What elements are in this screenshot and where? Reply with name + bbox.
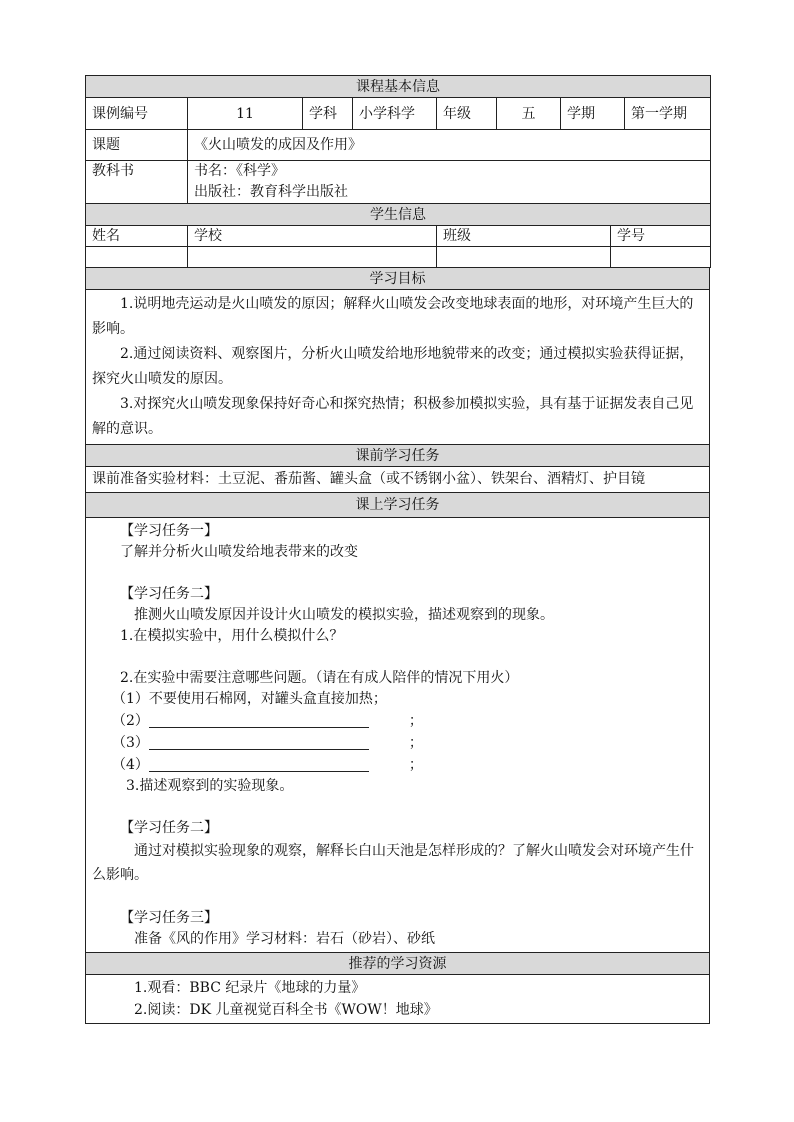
subject-value: 小学科学 bbox=[353, 98, 437, 130]
textbook-publisher: 出版社：教育科学出版社 bbox=[194, 184, 348, 200]
term-value: 第一学期 bbox=[625, 98, 711, 130]
lesson-no-label: 课例编号 bbox=[86, 98, 188, 130]
task2-item-4-row bbox=[92, 754, 703, 776]
task2-item-3-label: （3） bbox=[112, 735, 149, 751]
semicolon: ； bbox=[408, 757, 423, 773]
textbook-info bbox=[188, 161, 711, 204]
task2-question-1: 1.在模拟实验中，用什么模拟什么？ bbox=[120, 628, 344, 644]
task2-item-1: （1）不要使用石棉网，对罐头盒直接加热； bbox=[112, 691, 387, 707]
answer-blank-2[interactable] bbox=[149, 710, 369, 728]
student-info-header: 学生信息 bbox=[86, 204, 711, 226]
student-id-label: 学号 bbox=[611, 226, 711, 247]
objective-item: 3.对探究火山喷发现象保持好奇心和探究热情；积极参加模拟实验，具有基于证据发表自己见解的意识。 bbox=[92, 396, 694, 437]
answer-blank-4[interactable] bbox=[149, 754, 369, 772]
task4-title: 【学习任务三】 bbox=[120, 910, 218, 926]
task2-item-2-label: （2） bbox=[112, 713, 149, 729]
pre-class-text: 课前准备实验材料：土豆泥、番茄酱、罐头盒（或不锈钢小盆）、铁架台、酒精灯、护目镜 bbox=[86, 467, 710, 493]
objective-item: 2.通过阅读资料、观察图片，分析火山喷发给地形地貌带来的改变；通过模拟实验获得证据，探究火山喷发的原因。 bbox=[92, 346, 694, 387]
content-table bbox=[85, 267, 710, 1024]
worksheet bbox=[85, 75, 710, 1024]
subject-label: 学科 bbox=[303, 98, 353, 130]
objective-item: 1.说明地壳运动是火山喷发的原因；解释火山喷发会改变地球表面的地形，对环境产生巨大的影响。 bbox=[92, 296, 694, 337]
answer-blank-3[interactable] bbox=[149, 732, 369, 750]
objectives-list bbox=[86, 290, 710, 445]
task2-title: 【学习任务二】 bbox=[120, 586, 218, 602]
textbook-label: 教科书 bbox=[86, 161, 188, 204]
task2-text: 推测火山喷发原因并设计火山喷发的模拟实验，描述观察到的现象。 bbox=[134, 607, 554, 623]
course-table bbox=[85, 75, 711, 226]
task2-item-3-row bbox=[92, 732, 703, 754]
student-table bbox=[85, 225, 711, 268]
resource-item: 1.观看：BBC 纪录片《地球的力量》 bbox=[134, 980, 366, 996]
grade-label: 年级 bbox=[437, 98, 497, 130]
textbook-name: 书名：《科学》 bbox=[194, 163, 285, 179]
task3-title: 【学习任务二】 bbox=[120, 820, 218, 836]
course-info-header: 课程基本信息 bbox=[86, 76, 711, 98]
objectives-header: 学习目标 bbox=[86, 268, 710, 290]
task2-question-2: 2.在实验中需要注意哪些问题。（请在有成人陪伴的情况下用火） bbox=[120, 670, 519, 686]
student-id-field[interactable] bbox=[611, 247, 711, 268]
in-class-tasks bbox=[86, 518, 710, 953]
resource-item: 2.阅读：DK 儿童视觉百科全书《WOW！地球》 bbox=[134, 1002, 438, 1018]
grade-value: 五 bbox=[497, 98, 561, 130]
semicolon: ； bbox=[408, 713, 423, 729]
student-class-label: 班级 bbox=[437, 226, 611, 247]
term-label: 学期 bbox=[561, 98, 625, 130]
student-class-field[interactable] bbox=[437, 247, 611, 268]
student-name-field[interactable] bbox=[86, 247, 188, 268]
pre-class-header: 课前学习任务 bbox=[86, 445, 710, 467]
resources-list bbox=[86, 975, 710, 1024]
student-name-label: 姓名 bbox=[86, 226, 188, 247]
topic-label: 课题 bbox=[86, 130, 188, 161]
task1-title: 【学习任务一】 bbox=[120, 523, 218, 539]
resources-header: 推荐的学习资源 bbox=[86, 953, 710, 975]
task1-text: 了解并分析火山喷发给地表带来的改变 bbox=[120, 544, 358, 560]
semicolon: ； bbox=[408, 735, 423, 751]
task4-text: 准备《风的作用》学习材料：岩石（砂岩）、砂纸 bbox=[134, 931, 435, 947]
task3-text: 通过对模拟实验现象的观察，解释长白山天池是怎样形成的？了解火山喷发会对环境产生什么影响。 bbox=[92, 843, 694, 883]
task2-item-2-row bbox=[92, 710, 703, 732]
lesson-no-value: 11 bbox=[188, 98, 303, 130]
task2-question-3: 3.描述观察到的实验现象。 bbox=[126, 778, 294, 794]
topic-value: 《火山喷发的成因及作用》 bbox=[188, 130, 711, 161]
task2-item-4-label: （4） bbox=[112, 757, 149, 773]
in-class-header: 课上学习任务 bbox=[86, 493, 710, 518]
student-school-field[interactable] bbox=[188, 247, 437, 268]
student-school-label: 学校 bbox=[188, 226, 437, 247]
